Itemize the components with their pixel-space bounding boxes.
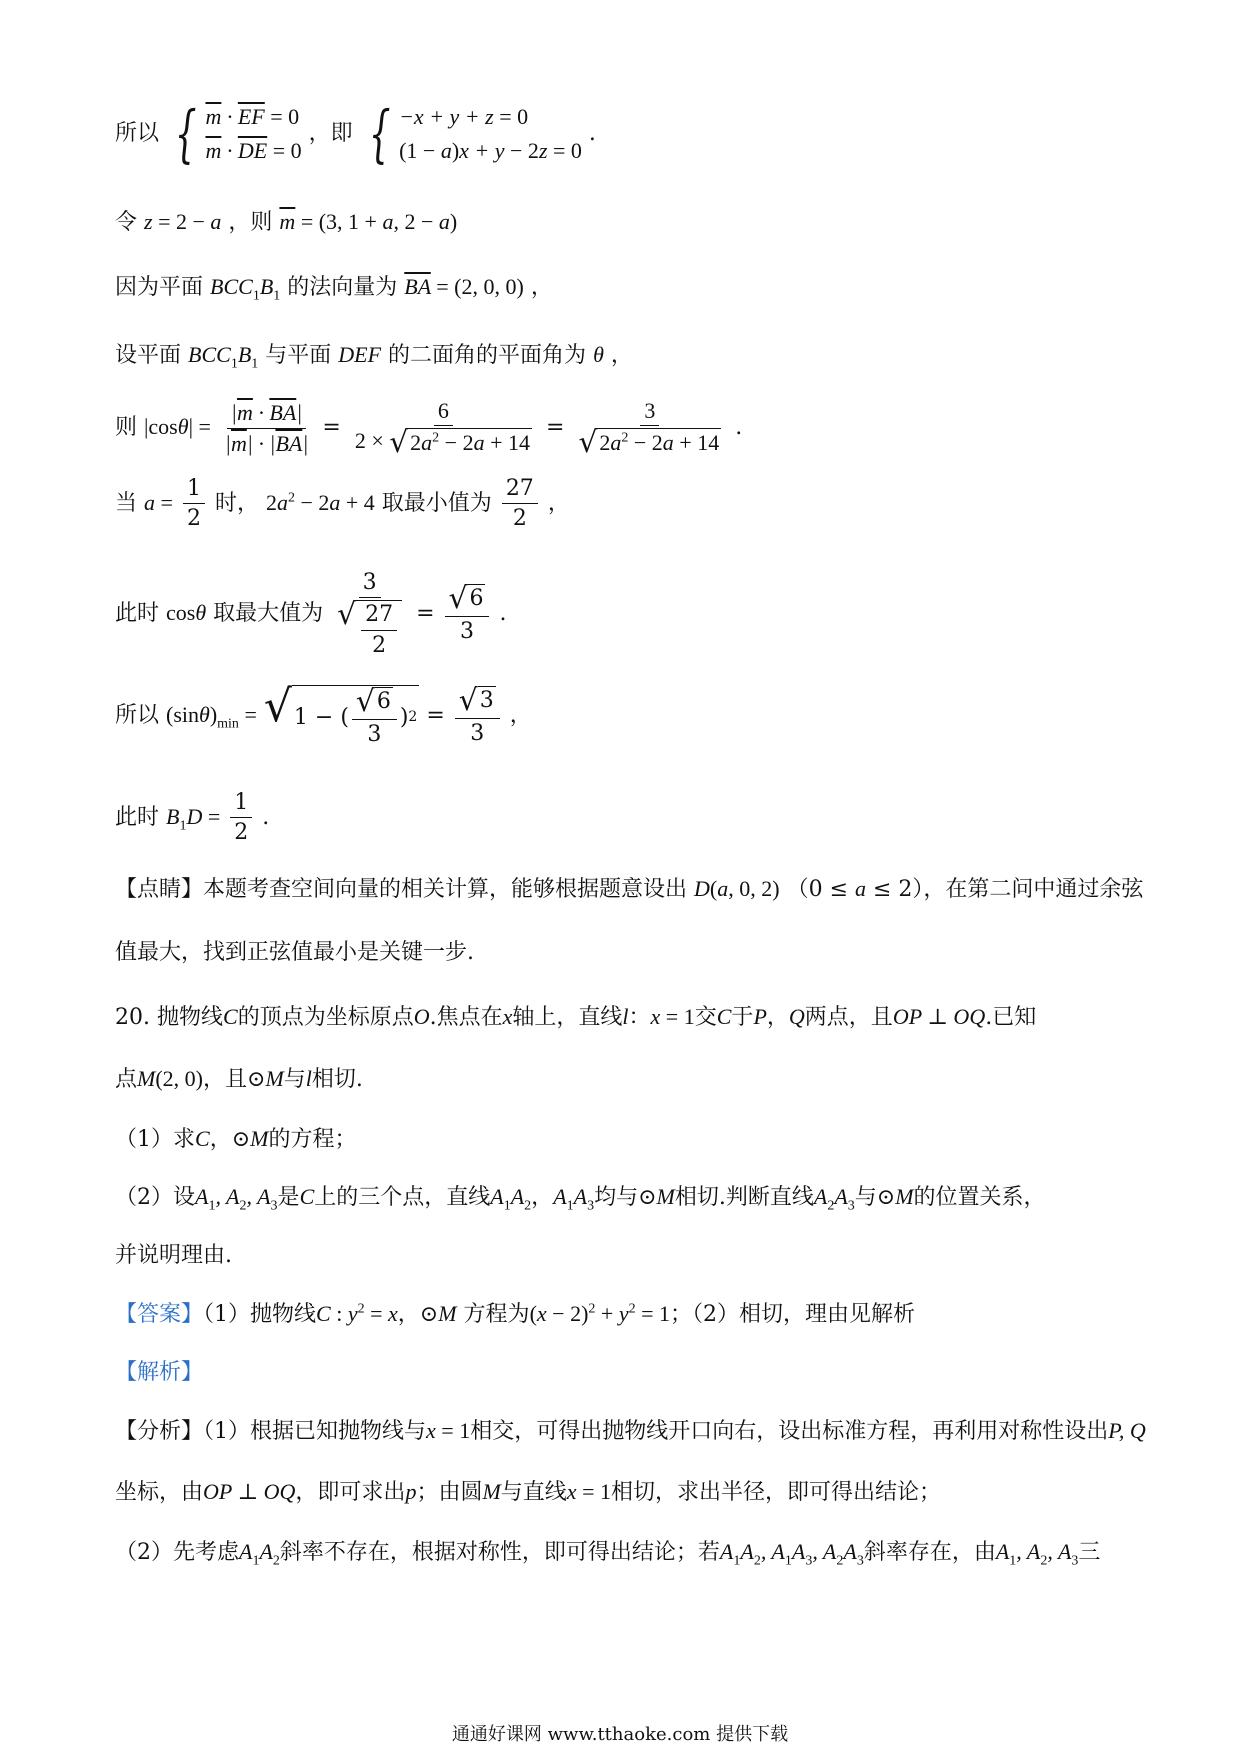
q20-part-2-cont: 并说明理由. (115, 1243, 232, 1268)
line-dihedral-angle: 设平面 $BCC_1B_1$ 与平面 DEF 的二面角的平面角为 θ ， (115, 342, 633, 372)
line-cos-formula: 则 |cosθ| = $\frac{|\overline{m} \cdot \overline{BA}|}{|\overline{m}| \cdot |\overline{BA}|}$ = 6 2 × √ $2a^2 - 2a + 14$ = 3 √ $2a^2 - 2a + 14$ . (115, 398, 743, 461)
analysis-line (115, 1355, 203, 1386)
line-normal-vector-system: 所以 { $\overline{m} \cdot \overline{EF} = 0$ $\overline{m} \cdot \overline{DE} = 0$ ，即 { −x + y + z = 0 (1 − a)x + y − 2z = 0 . (115, 97, 596, 171)
comment-tag: 【点睛】 (115, 877, 204, 902)
q20-line-1: 20. 抛物线C的顶点为坐标原点O.焦点在x轴上，直线l：x = 1交C于P，Q两点，且OP ⊥ OQ.已知 (115, 1004, 1037, 1030)
answer-line: 【答案】（1）抛物线C : $y^2 = x$，⊙M 方程为$(x - 2)^2 + y^2 = 1$；（2）相切，理由见解析 (115, 1301, 915, 1327)
line-b1d: 此时 $B_1D$ = $\frac{1}{2}$ . (115, 790, 270, 846)
fenxi-line-2: 坐标，由OP ⊥ OQ，即可求出p；由圆M与直线x = 1相切，求出半径，即可得出结论； (115, 1479, 941, 1505)
fenxi-line-1: 【分析】（1）根据已知抛物线与x = 1相交，可得出抛物线开口向右，设出标准方程，再利用对称性设出P, Q (115, 1418, 1146, 1444)
system-xyz: { −x + y + z = 0 (1 − a)x + y − 2z = 0 (368, 97, 582, 171)
line-min-value: 当 a = $\frac{1}{2}$ 时， $2a^2 - 2a + 4$ 取最小值为 $\frac{27}{2}$ ， (115, 476, 570, 532)
comment-line-2: 值最大，找到正弦值最小是关键一步. (115, 940, 474, 965)
analysis-tag: 【解析】 (115, 1360, 204, 1385)
q20-part-1: （1）求C，⊙M的方程； (115, 1126, 357, 1152)
question-number: 20. (115, 1005, 150, 1030)
page-footer: 通通好课网 www.tthaoke.com 提供下载 (451, 1724, 789, 1745)
q20-line-2: 点M(2, 0)，且⊙M与l相切. (115, 1066, 363, 1092)
fenxi-line-3: （2）先考虑$A_1A_2$斜率不存在，根据对称性，即可得出结论；若$A_1A_2$, $A_1A_3$, $A_2A_3$斜率存在，由$A_1$, $A_2$, $A_3$三 (115, 1539, 1101, 1569)
system-m-dot: { $\overline{m} \cdot \overline{EF} = 0$ $\overline{m} \cdot \overline{DE} = 0$ (174, 97, 302, 171)
q20-part-2: （2）设$A_1$, $A_2$, $A_3$是C上的三个点，直线$A_1A_2$，$A_1A_3$均与⊙M相切.判断直线$A_2A_3$与⊙M的位置关系， (115, 1184, 1046, 1214)
line-plane-normal: 因为平面 $BCC_1B_1$ 的法向量为 $\overline{BA} = (2$, 0, 0) ， (115, 274, 553, 304)
fenxi-tag: 【分析】 (115, 1419, 204, 1444)
line-sin-min: 所以 $(\sin\theta)_{min}$ = √ 1 − ( √ 6 3 ) 2 = √ 3 3 ， (115, 681, 532, 747)
answer-tag: 【答案】 (115, 1302, 204, 1327)
line-cos-max: 此时 cosθ 取最大值为 3 √ $\frac{27}{2}$ = √ 6 3 . (115, 570, 507, 658)
comment-line-1: 【点睛】本题考查空间向量的相关计算，能够根据题意设出 D(a, 0, 2) （0 ≤ a ≤ 2），在第二问中通过余弦 (115, 876, 1144, 902)
line-let-z: 令 z = 2 − a ，则 $\overline{m} = (3$, 1 + a, 2 − a) (115, 209, 458, 235)
